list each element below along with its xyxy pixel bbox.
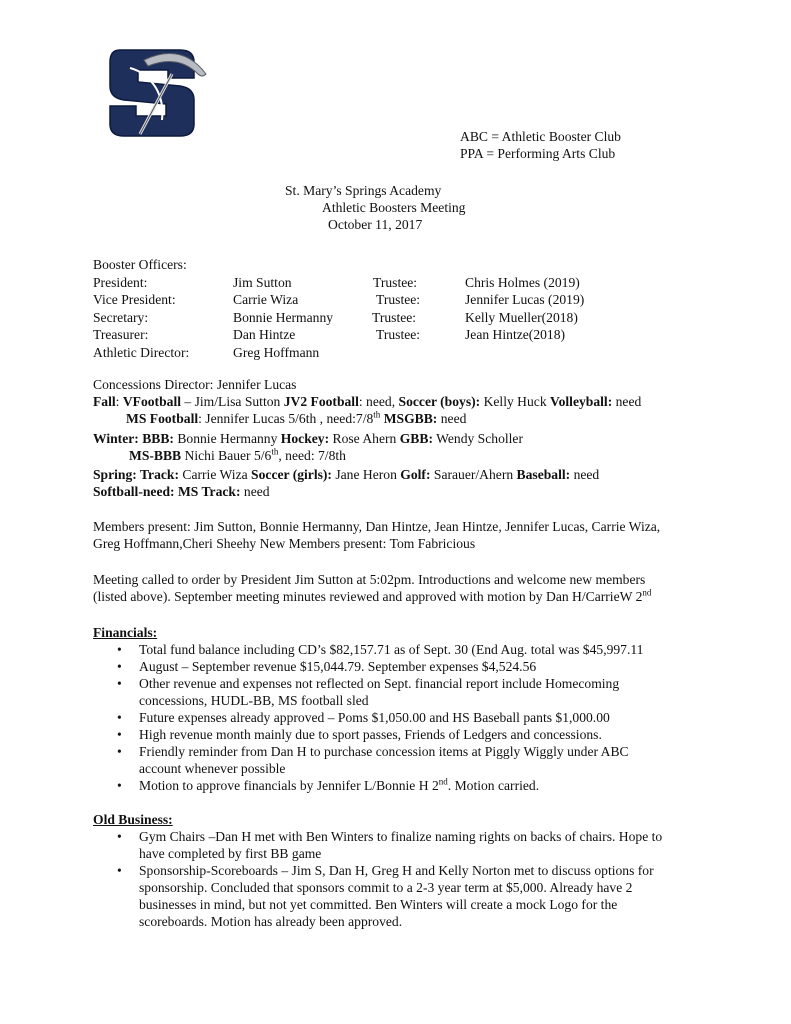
- text: Bonnie Hermanny: [173, 431, 281, 446]
- season-label-spring: Spring:: [93, 467, 137, 482]
- meeting-date: October 11, 2017: [328, 217, 423, 232]
- season-label-winter: Winter:: [93, 431, 139, 446]
- text: sponsorship. Concluded that sponsors commit to a 2-3 year term at $5,000. Already have 2: [139, 880, 633, 895]
- text: Gym Chairs –Dan H met with Ben Winters to finalize naming rights on backs of chairs. Hope to: [139, 829, 663, 844]
- trustee-label: Trustee:: [373, 274, 418, 290]
- officer-role: Treasurer:: [93, 327, 149, 342]
- officer-role: Secretary:: [93, 309, 149, 325]
- text: Carrie Wiza: [179, 467, 252, 482]
- trustee-name: Jean Hintze(2018): [465, 327, 566, 342]
- members-present-line2: Greg Hoffmann,Cheri Sheehy New Members present: Tom Fabricious: [93, 536, 476, 551]
- sport-label: MS-BBB: [129, 448, 182, 463]
- list-item: [93, 743, 643, 777]
- officer-row: [93, 274, 713, 292]
- text: account whenever possible: [139, 761, 286, 776]
- booster-officers: [93, 256, 713, 361]
- old-business-heading: Old Business:: [93, 812, 173, 827]
- sport-label: MSGBB:: [380, 411, 438, 426]
- list-item: [93, 675, 643, 709]
- text: – Jim/Lisa Sutton: [181, 394, 284, 409]
- trustee-label: Trustee:: [376, 292, 421, 307]
- officer-role: President:: [93, 274, 148, 290]
- trustee-name: Kelly Mueller(2018): [465, 309, 578, 325]
- text: need: [570, 467, 600, 482]
- trustee-name: Chris Holmes (2019): [465, 274, 580, 290]
- list-item: [93, 828, 662, 862]
- sport-label: MS Football: [126, 411, 199, 426]
- officer-row: [93, 309, 713, 327]
- call-to-order-line2: [93, 588, 651, 605]
- old-business-list: [93, 828, 662, 930]
- concessions-director: Concessions Director: Jennifer Lucas: [93, 377, 297, 392]
- financials-heading: Financials:: [93, 625, 158, 640]
- superscript: th: [271, 446, 279, 457]
- officer-name: Greg Hoffmann: [233, 344, 320, 360]
- text: Sponsorship-Scoreboards – Jim S, Dan H, Greg H and Kelly Norton met to discuss options for: [139, 863, 654, 878]
- members-present-line1: Members present: Jim Sutton, Bonnie Hermanny, Dan Hintze, Jean Hintze, Jennifer Lucas, Carrie Wiza,: [93, 519, 661, 534]
- sport-label: Track:: [136, 467, 179, 482]
- concessions-winter-line2: [129, 447, 346, 464]
- officer-name: Jim Sutton: [233, 274, 292, 290]
- officer-row: [93, 344, 713, 362]
- officer-role: Vice President:: [93, 292, 176, 307]
- text: Sarauer/Ahern: [430, 467, 517, 482]
- text: . Motion carried.: [447, 778, 540, 793]
- sport-label: Soccer (girls):: [251, 467, 332, 482]
- text: :: [115, 394, 123, 409]
- sport-label: Volleyball:: [550, 394, 613, 409]
- officer-row: [93, 326, 713, 344]
- school-logo-s-icon: [102, 44, 208, 140]
- text: Nichi Bauer 5/6: [181, 448, 272, 463]
- meeting-name: Athletic Boosters Meeting: [322, 200, 466, 215]
- text: scoreboards. Motion has already been approved.: [139, 914, 403, 929]
- text: Friendly reminder from Dan H to purchase concession items at Piggly Wiggly under ABC: [139, 744, 629, 759]
- text: August – September revenue $15,044.79. September expenses $4,524.56: [139, 659, 537, 674]
- trustee-label: Trustee:: [376, 327, 421, 342]
- trustee-label: Trustee:: [372, 309, 417, 325]
- text: need: [612, 394, 642, 409]
- concessions-winter-line1: [93, 430, 523, 447]
- sport-label: Hockey:: [280, 431, 330, 446]
- sport-label: Softball-need: MS Track:: [93, 484, 241, 499]
- legend-ppa: PPA = Performing Arts Club: [460, 146, 616, 161]
- text: Wendy Scholler: [432, 431, 523, 446]
- list-item: [93, 641, 643, 658]
- text: Other revenue and expenses not reflected on Sept. financial report include Homecoming: [139, 676, 620, 691]
- list-item: [93, 658, 643, 675]
- list-item: [93, 777, 643, 794]
- text: : need,: [358, 394, 399, 409]
- concessions-fall-line2: [126, 410, 466, 427]
- sport-label: VFootball: [122, 394, 181, 409]
- sport-label: Baseball:: [516, 467, 571, 482]
- text: need: [240, 484, 270, 499]
- text: High revenue month mainly due to sport passes, Friends of Ledgers and concessions.: [139, 727, 602, 742]
- sport-label: Soccer (boys):: [398, 394, 481, 409]
- sport-label: GBB:: [399, 431, 433, 446]
- list-item: [93, 862, 662, 930]
- text: Jane Heron: [331, 467, 401, 482]
- superscript: nd: [642, 587, 652, 598]
- superscript: th: [373, 409, 381, 420]
- text: Motion to approve financials by Jennifer L/Bonnie H 2: [139, 778, 439, 793]
- text: have completed by first BB game: [139, 846, 322, 861]
- season-label-fall: Fall: [93, 394, 116, 409]
- superscript: nd: [438, 776, 448, 787]
- concessions-fall-line1: [93, 393, 641, 410]
- sport-label: JV2 Football: [283, 394, 359, 409]
- text: Total fund balance including CD’s $82,157.71 as of Sept. 30 (End Aug. total was $45,997.11: [139, 642, 644, 657]
- officer-name: Bonnie Hermanny: [233, 309, 334, 325]
- text: need: [437, 411, 467, 426]
- text: Kelly Huck: [480, 394, 551, 409]
- abbreviation-legend: [460, 128, 621, 162]
- sport-label: BBB:: [138, 431, 174, 446]
- financials-list: [93, 641, 643, 794]
- text: : Jennifer Lucas 5/6th , need:7/8: [198, 411, 374, 426]
- officer-row: [93, 291, 713, 309]
- sport-label: Golf:: [400, 467, 431, 482]
- officer-name: Dan Hintze: [233, 327, 296, 342]
- text: concessions, HUDL-BB, MS football sled: [139, 693, 369, 708]
- school-name: St. Mary’s Springs Academy: [285, 183, 442, 198]
- text: , need: 7/8th: [278, 448, 346, 463]
- trustee-name: Jennifer Lucas (2019): [465, 292, 585, 307]
- officer-role: Athletic Director:: [93, 344, 190, 360]
- list-item: [93, 726, 643, 743]
- text: businesses in mind, but not yet committed. Ben Winters will create a mock Logo for the: [139, 897, 618, 912]
- text: Future expenses already approved – Poms $1,050.00 and HS Baseball pants $1,000.00: [139, 710, 610, 725]
- text: Rose Ahern: [329, 431, 400, 446]
- concessions-spring-line1: [93, 466, 599, 483]
- concessions-spring-line2: [93, 483, 270, 500]
- text: (listed above). September meeting minutes reviewed and approved with motion by Dan H/CarrieW 2: [93, 589, 643, 604]
- legend-abc: ABC = Athletic Booster Club: [460, 129, 621, 144]
- officer-name: Carrie Wiza: [233, 292, 299, 307]
- call-to-order-line1: Meeting called to order by President Jim Sutton at 5:02pm. Introductions and welcome new members: [93, 572, 646, 587]
- list-item: [93, 709, 643, 726]
- officers-heading: Booster Officers:: [93, 257, 187, 272]
